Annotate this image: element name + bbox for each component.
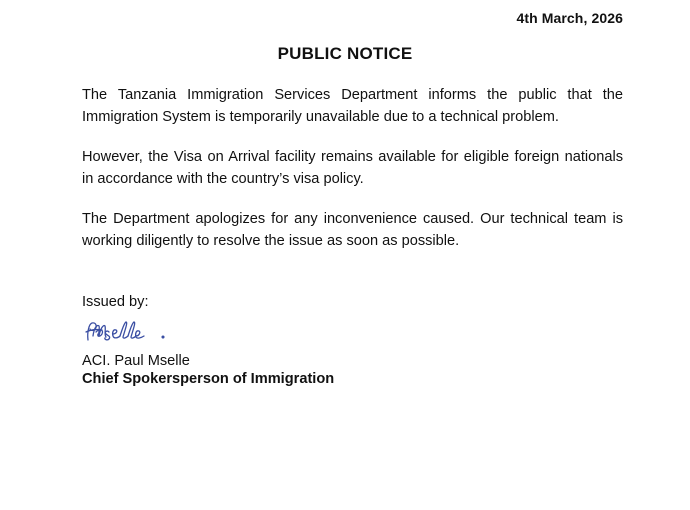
issued-by-label: Issued by: [82,294,149,310]
notice-paragraph-2: However, the Visa on Arrival facility remains available for eligible foreign nationals in accordance with the country’s visa policy. [82,149,623,187]
notice-body [82,85,623,271]
notice-title: PUBLIC NOTICE [277,44,413,63]
signer-name: ACI. Paul Mselle [82,353,190,369]
notice-paragraph-1: The Tanzania Immigration Services Department informs the public that the Immigration System is temporarily unavailable due to a technical problem. [82,87,623,125]
signer-title: Chief Spokersperson of Immigration [82,371,335,387]
handwritten-signature [82,318,177,346]
notice-paragraph-3: The Department apologizes for any inconvenience caused. Our technical team is working diligently to resolve the issue as soon as possible. [82,211,623,249]
notice-date: 4th March, 2026 [516,10,623,26]
